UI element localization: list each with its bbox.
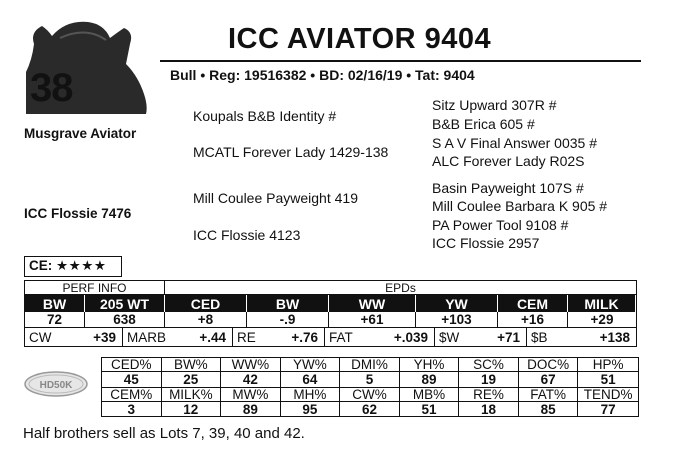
epd-value: +103 — [416, 312, 498, 327]
genomic-value: 19 — [459, 372, 519, 387]
ds-dam: Mill Coulee Barbara K 905 # — [432, 198, 608, 214]
epd-extra-label: MARB — [127, 329, 167, 345]
genomic-header: SC% — [459, 358, 519, 371]
ds-sire: Basin Payweight 107S # — [432, 180, 584, 196]
epd-value: +16 — [498, 312, 568, 327]
dam-dam: ICC Flossie 4123 — [193, 227, 301, 243]
genomic-header: CED% — [102, 358, 162, 371]
calving-ease-box — [24, 256, 122, 277]
hd50k-logo-icon — [23, 370, 89, 398]
genomic-value: 51 — [600, 371, 616, 387]
epd-col-header: MILK — [568, 295, 636, 312]
genomic-value: 64 — [281, 372, 341, 387]
epd-extra-label: RE — [237, 329, 256, 345]
genomic-header: YH% — [400, 358, 460, 371]
epd-col-header: BW — [25, 295, 85, 312]
genomic-header: BW% — [162, 358, 222, 371]
epd-extra-cell — [527, 328, 636, 347]
epd-value: 72 — [25, 312, 85, 327]
epd-col-header: BW — [247, 295, 329, 312]
genomic-value: 67 — [519, 372, 579, 387]
dam-sire: Mill Coulee Payweight 419 — [193, 190, 358, 206]
epd-extra-value: +.44 — [199, 329, 226, 345]
lot-number: 38 — [30, 66, 73, 110]
epd-value: +29 — [590, 311, 614, 327]
epd-extra-value: +138 — [599, 329, 630, 345]
epd-col-header: CED — [165, 295, 247, 312]
epd-extra-label: $B — [531, 329, 548, 345]
genomic-table — [101, 357, 639, 417]
ss-dam: B&B Erica 605 # — [432, 116, 535, 132]
genomic-header: YW% — [281, 358, 341, 371]
footer-note: Half brothers sell as Lots 7, 39, 40 and 42. — [23, 425, 305, 442]
sire-dam: MCATL Forever Lady 1429-138 — [193, 144, 389, 160]
genomic-value: 25 — [162, 372, 222, 387]
genomic-value-row — [102, 372, 638, 388]
epd-extra-value: +.039 — [393, 329, 428, 345]
genomic-value: 51 — [400, 402, 460, 417]
epd-extra-cell — [325, 328, 435, 347]
genomic-header: MILK% — [162, 388, 222, 401]
epd-col-header: YW — [416, 295, 498, 312]
epd-col-header: CEM — [498, 295, 568, 312]
sd-dam: ALC Forever Lady R02S — [432, 153, 585, 169]
title-divider — [160, 60, 641, 62]
epd-extra-label: FAT — [329, 329, 353, 345]
hd50k-logo-text: HD50K — [39, 380, 73, 391]
genomic-header: CW% — [340, 388, 400, 401]
ss-sire: Sitz Upward 307R # — [432, 97, 557, 113]
genomic-header: MB% — [400, 388, 460, 401]
perf-info-header: PERF INFO — [25, 281, 165, 294]
sire-sire: Koupals B&B Identity # — [193, 108, 337, 124]
sire-name: Musgrave Aviator — [24, 126, 137, 141]
epd-extra-cell — [25, 328, 123, 347]
epd-table — [24, 280, 637, 347]
epds-header: EPDs — [385, 280, 416, 295]
calving-ease-stars: ★★★★ — [56, 258, 107, 273]
epd-extra-value: +.76 — [291, 329, 318, 345]
genomic-value: 18 — [459, 402, 519, 417]
epd-extra-value: +39 — [93, 329, 116, 345]
genomic-value: 62 — [340, 402, 400, 417]
genomic-value: 77 — [600, 401, 616, 417]
genomic-header: RE% — [459, 388, 519, 401]
genomic-header: FAT% — [519, 388, 579, 401]
dd-sire: PA Power Tool 9108 # — [432, 217, 569, 233]
genomic-value: 42 — [221, 372, 281, 387]
epd-extra-label: $W — [439, 329, 460, 345]
lot-badge — [26, 14, 152, 114]
dd-dam: ICC Flossie 2957 — [432, 235, 540, 251]
genomic-value: 5 — [340, 372, 400, 387]
genomic-header: MH% — [281, 388, 341, 401]
epd-extra-label: CW — [29, 329, 52, 345]
genomic-value: 3 — [102, 402, 162, 417]
genomic-header: DOC% — [519, 358, 579, 371]
epd-value: -.9 — [247, 312, 329, 327]
animal-subtitle: Bull • Reg: 19516382 • BD: 02/16/19 • Tat: 9404 — [170, 67, 475, 83]
epd-extra-value: +71 — [497, 329, 520, 345]
genomic-value: 89 — [400, 372, 460, 387]
genomic-header: CEM% — [102, 388, 162, 401]
genomic-value: 95 — [281, 402, 341, 417]
genomic-header-row — [102, 358, 638, 372]
genomic-header: HP% — [592, 356, 624, 372]
epd-value: +61 — [329, 312, 416, 327]
epd-extra-cell — [435, 328, 527, 347]
animal-name: ICC AVIATOR 9404 — [228, 23, 492, 55]
genomic-value: 45 — [102, 372, 162, 387]
epd-value: +8 — [165, 312, 247, 327]
genomic-header: TEND% — [583, 386, 633, 402]
epd-col-header: 205 WT — [85, 295, 165, 312]
calving-ease-label: CE: — [29, 258, 53, 273]
genomic-header: MW% — [221, 388, 281, 401]
genomic-value-row — [102, 402, 638, 417]
genomic-header-row — [102, 388, 638, 402]
epd-extra-cell — [233, 328, 325, 347]
genomic-header: DMI% — [340, 358, 400, 371]
genomic-value: 89 — [221, 402, 281, 417]
genomic-value: 85 — [519, 402, 579, 417]
genomic-header: WW% — [221, 358, 281, 371]
dam-name: ICC Flossie 7476 — [24, 206, 132, 221]
epd-value: 638 — [85, 312, 165, 327]
epd-col-header: WW — [329, 295, 416, 312]
genomic-value: 12 — [162, 402, 222, 417]
epd-extra-cell — [123, 328, 233, 347]
sd-sire: S A V Final Answer 0035 # — [432, 135, 597, 151]
